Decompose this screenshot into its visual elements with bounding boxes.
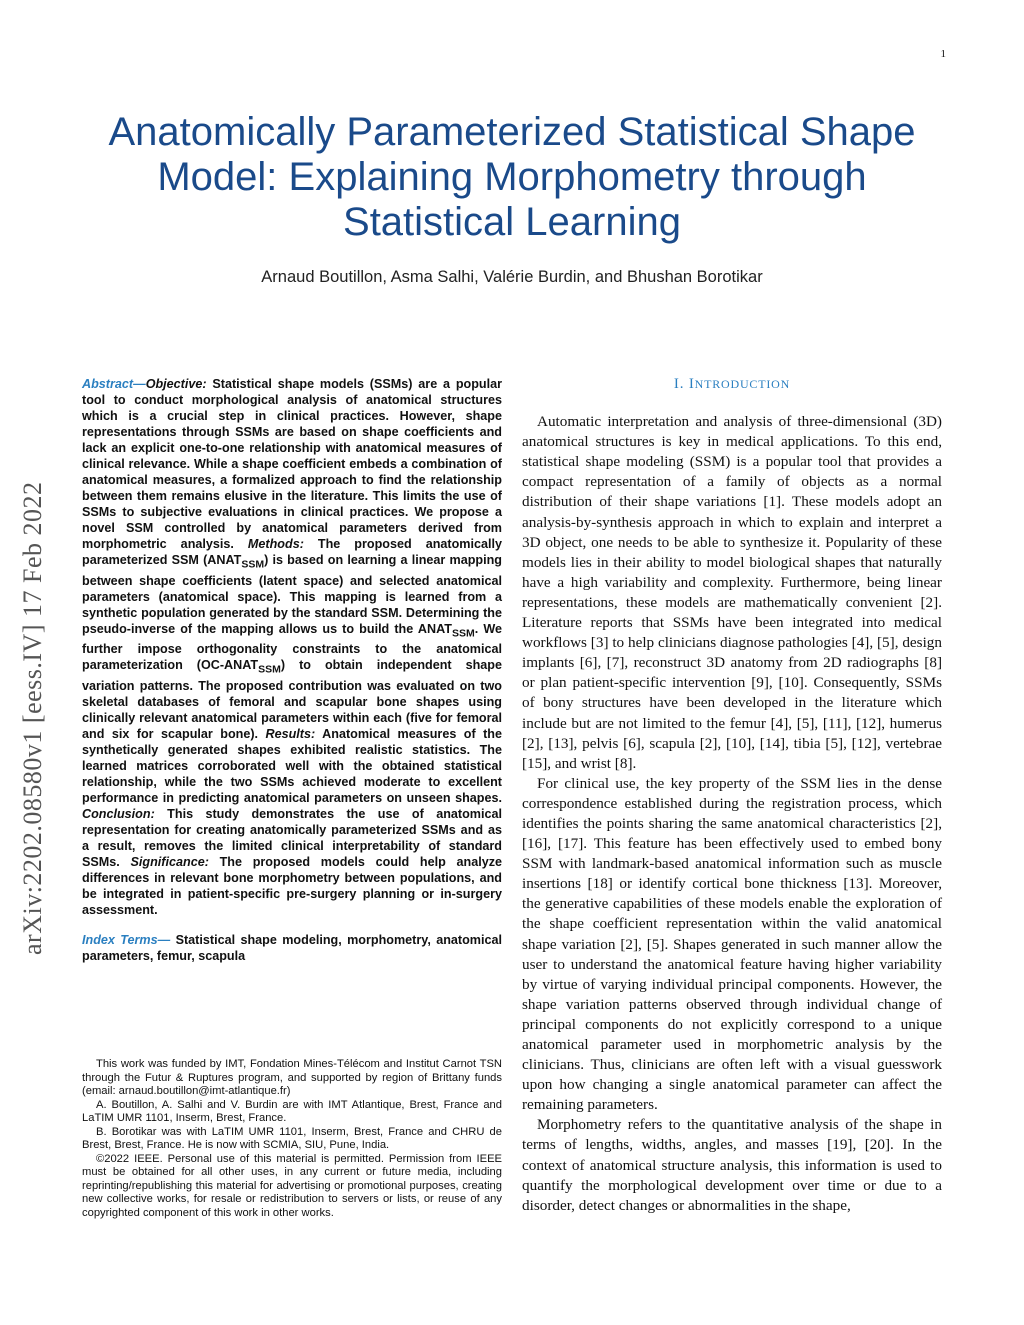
section-title-rest: NTRODUCTION — [694, 377, 791, 391]
footnotes — [82, 1058, 502, 1220]
footnote-copyright: ©2022 IEEE. Personal use of this material is permitted. Permission from IEEE must be obtained for all other uses, in any current or future media, including reprinting/republishing this material for advertising or promotional purposes, creating new collective works, for resale or redistribution to servers or lists, or reuse of any copyrighted component of this work in other works. — [82, 1152, 502, 1219]
footnote-funding: This work was funded by IMT, Fondation Mines-Télécom and Institut Carnot TSN through the Futur & Ruptures program, and supported by region of Brittany funds (email: arnaud.boutillon@imt-atlantique.fr) — [82, 1058, 502, 1097]
results-text: Anatomical measures of the synthetically generated shapes exhibited realistic statistics. The learned matrices corroborated well with the obtained statistical relationship, while the two SSMs achieved moderate to excellent performance in predicting anatomical parameters on unseen shapes. — [82, 726, 503, 805]
title-line: Anatomically Parameterized Statistical Shape — [108, 110, 916, 154]
index-terms-label: Index Terms— — [82, 932, 171, 947]
significance-label: Significance: — [130, 854, 209, 869]
ssm-subscript: SSM — [451, 627, 475, 640]
methods-text: ) to obtain independent shape variation patterns. The proposed contribution was evaluated on two skeletal databases of femoral and scapular bone shapes using clinically relevant anatomical parameters within each (five for femoral and six for scapular bone). — [82, 658, 502, 741]
section-initial: I — [688, 376, 695, 392]
paragraph: For clinical use, the key property of the SSM lies in the dense correspondence established during the registration process, which identifies the points sharing the same anatomical characteristics [2], [16], [17]. This feature has been effectively used to embed bony SSM with landmark-based anatomical information such as muscle insertions [18] or identify cortical bone thickness [13]. Moreover, the generative capabilities of these models enable the exploration of the shape coefficient representation within the valid anatomical shape variation [2], [5]. Shapes generated in such manner allow the user to understand the anatomical feature having higher variability by virtue of varying individual principal components. However, the shape variation patterns observed through individual change of principal components do not explicitly correspond to a unique anatomical parameter used in morphometric analysis by the clinicians. Thus, clinicians are often left with a visual guesswork upon how changing a single anatomical parameter can affect the remaining parameters. — [522, 774, 942, 1114]
conclusion-label: Conclusion: — [82, 806, 155, 821]
methods-text: ) is based on learning a linear mapping between shape coefficients (latent space) and selected anatomical parameters (anatomical space). This mapping is learned from a synthetic population generated by the standard SSM. Determining the pseudo-inverse of the mapping allows us to build the ANAT — [82, 553, 502, 636]
title-line: Statistical Learning — [343, 200, 681, 244]
paragraph: Automatic interpretation and analysis of three-dimensional (3D) anatomical structures is key in medical applications. To this end, statistical shape modeling (SSM) is a popular tool that provides a compact representation of a family of objects as a normal distribution of their shape variations [1]. These models adopt an analysis-by-synthesis approach in which to explain and interpret a 3D object, one needs to be able to synthesize it. Popularity of these models lies in their ability to model biological shapes that naturally have a high variability and complexity. Furthermore, being linear representations, these models are mathematically convenient [2]. Literature reports that SSMs have been integrated into medical workflows [3] to help clinicians diagnose pathologies [4], [5], design implants [6], [7], reconstruct 3D anatomy from 2D radiographs [8] or plan patient-specific intervention [9], [10]. Consequently, SSMs of bony structures have been developed in the literature which include but are not limited to the femur [4], [5], [11], [12], humerus [2], [13], pelvis [6], scapula [2], [10], [14], tibia [5], [12], vertebrae [15], and wrist [8]. — [522, 413, 942, 772]
methods-text: . We further impose orthogonality constraints to the anatomical parameterization (OC-ANAT — [82, 621, 502, 673]
left-column — [82, 376, 502, 964]
significance-text: The proposed models could help analyze differences in relevant bone morphometry between populations, and be integrated in patient-specific pre-surgery planning or in-surgery assessment. — [82, 854, 502, 917]
abstract — [82, 376, 502, 918]
ssm-subscript: SSM — [258, 663, 281, 676]
conclusion-text: This study demonstrates the use of anatomical representation for creating anatomically parameterized SSMs and as a result, removes the limited clinical interpretability of standard SSMs. — [82, 806, 502, 869]
author-list: Arnaud Boutillon, Asma Salhi, Valérie Burdin, and Bhushan Borotikar — [261, 268, 763, 286]
methods-label: Methods: — [247, 537, 304, 551]
index-terms-text: Statistical shape modeling, morphometry, anatomical parameters, femur, scapula — [82, 932, 502, 963]
results-label: Results: — [265, 726, 316, 741]
paper-title — [90, 110, 934, 245]
arxiv-stamp: arXiv:2202.08580v1 [eess.IV] 17 Feb 2022 — [18, 481, 47, 955]
ssm-subscript: SSM — [241, 558, 265, 571]
paragraph: Morphometry refers to the quantitative analysis of the shape in terms of lengths, widths, angles, and masses [19], [20]. In the context of anatomical structure analysis, this information is used to quantify the morphological development over time or due to a disorder, detect changes or abnormalities in the shape, — [522, 1116, 942, 1214]
abstract-label: Abstract— — [82, 377, 146, 391]
footnote-affiliation: B. Borotikar was with LaTIM UMR 1101, Inserm, Brest, France and CHRU de Brest, Brest, France. He is now with SCMIA, SIU, Pune, India. — [82, 1125, 502, 1151]
objective-label: Objective: — [145, 377, 207, 391]
title-line: Model: Explaining Morphometry through — [157, 155, 867, 199]
page-number: 1 — [940, 48, 946, 60]
right-column — [522, 374, 942, 1216]
objective-text: Statistical shape models (SSMs) are a popular tool to conduct morphological analysis of anatomical structures which is a crucial step in clinical practices. However, shape representations through SSMs are based on shape coefficients and lack an explicit one-to-one relationship with anatomical measures of clinical relevance. While a shape coefficient embeds a combination of anatomical measures, a formalized approach to find the relationship between them remains elusive in the literature. This limits the use of SSMs to subjective evaluations in clinical practices. We propose a novel SSM controlled by anatomical parameters derived from morphometric analysis. — [82, 377, 502, 551]
footnote-affiliation: A. Boutillon, A. Salhi and V. Burdin are with IMT Atlantique, Brest, France and LaTIM UMR 1101, Inserm, Brest, France. — [82, 1098, 502, 1124]
methods-text: The proposed anatomically parameterized SSM (ANAT — [82, 537, 502, 567]
section-heading-introduction — [522, 374, 942, 394]
index-terms — [82, 932, 502, 964]
section-numeral: I. — [673, 376, 689, 392]
